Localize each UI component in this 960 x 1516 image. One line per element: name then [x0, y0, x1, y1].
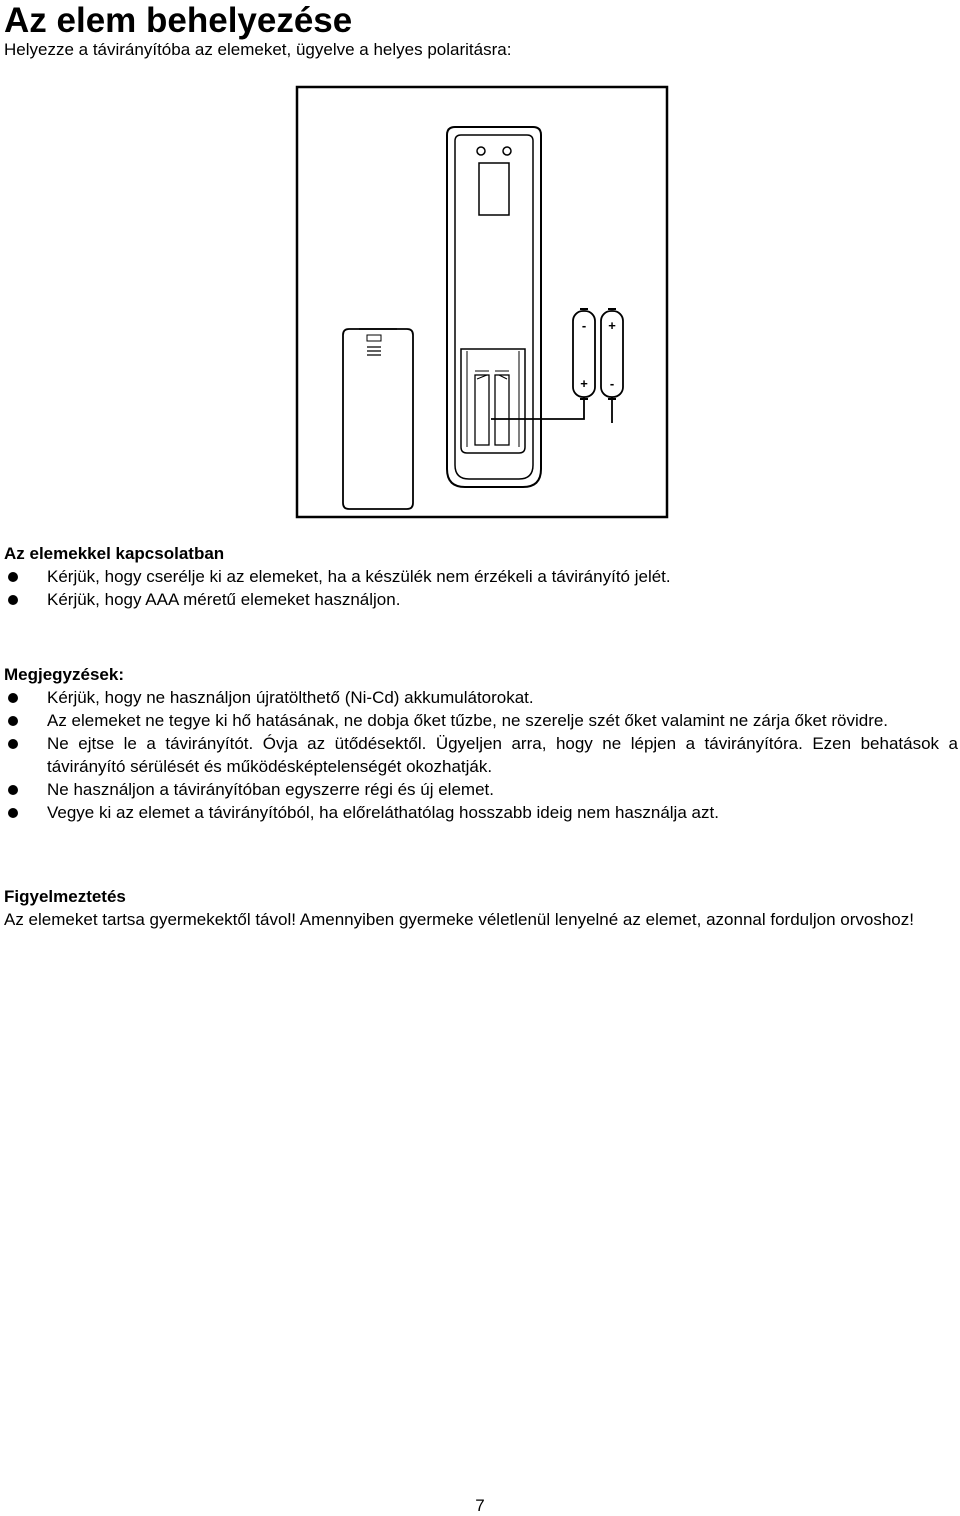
list-item: Ne használjon a távirányítóban egyszerre régi és új elemet. [4, 778, 958, 801]
list-item: Vegye ki az elemet a távirányítóból, ha előreláthatólag hosszabb ideig nem használja azt. [4, 801, 958, 824]
page-subtitle: Helyezze a távirányítóba az elemeket, ügyelve a helyes polaritásra: [4, 40, 512, 59]
bullet-list [4, 565, 958, 611]
warning-text: Az elemeket tartsa gyermekektől távol! Amennyiben gyermeke véletlenül lenyelné az elemet, azonnal forduljon orvoshoz! [4, 910, 914, 929]
notes-section [4, 663, 958, 824]
list-item: Az elemeket ne tegye ki hő hatásának, ne dobja őket tűzbe, ne szerelje szét őket valamint ne zárja őket rövidre. [4, 709, 958, 732]
remote-control-icon [447, 127, 541, 487]
polarity-symbol: - [609, 376, 615, 391]
polarity-symbol: - [581, 318, 587, 333]
battery-installation-illustration [295, 85, 669, 519]
section-heading: Figyelmeztetés [4, 887, 126, 906]
list-item: Ne ejtse le a távirányítót. Óvja az ütődésektől. Ügyeljen arra, hogy ne lépjen a távirányítóra. Ezen behatások a távirányító sérülését és működésképtelenségét okozhatják. [4, 732, 958, 778]
section-heading: Megjegyzések: [4, 665, 124, 684]
list-item: Kérjük, hogy cserélje ki az elemeket, ha a készülék nem érzékeli a távirányító jelét. [4, 565, 958, 588]
led-icon [477, 147, 485, 155]
batteries-section [4, 542, 958, 611]
polarity-symbol: + [580, 376, 588, 391]
remote-window [479, 163, 509, 215]
page-number: 7 [475, 1496, 485, 1515]
bullet-list [4, 686, 958, 824]
insertion-line [491, 397, 584, 419]
list-item: Kérjük, hogy AAA méretű elemeket használjon. [4, 588, 958, 611]
section-heading: Az elemekkel kapcsolatban [4, 544, 225, 563]
led-icon [503, 147, 511, 155]
page-title: Az elem behelyezése [4, 1, 353, 40]
warning-section [4, 885, 958, 931]
list-item: Kérjük, hogy ne használjon újratölthető (Ni-Cd) akkumulátorokat. [4, 686, 958, 709]
battery-compartment [461, 349, 525, 453]
polarity-symbol: + [608, 318, 616, 333]
battery-cover [343, 329, 413, 509]
